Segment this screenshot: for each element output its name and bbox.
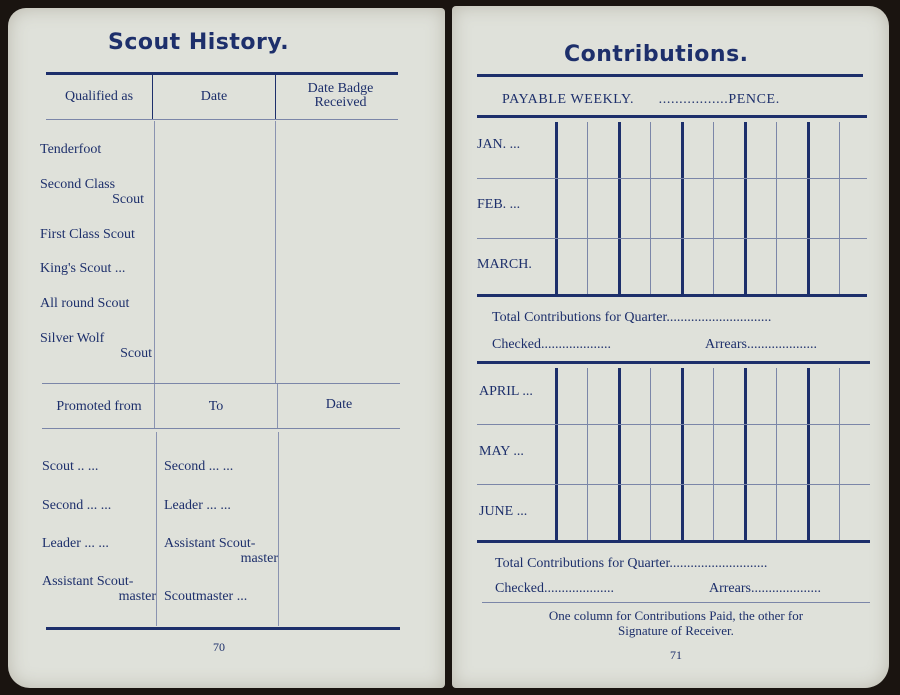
grid-column-line (807, 368, 810, 540)
header-qualified-as: Qualified as (64, 89, 134, 104)
grid-column-line (713, 122, 714, 294)
header-promoted-from: Promoted from (56, 399, 142, 414)
divider (154, 384, 155, 428)
bottom-rule (46, 627, 400, 630)
quarter1-total: Total Contributions for Quarter.............................. (492, 310, 772, 325)
divider (275, 121, 276, 383)
promoted-to-label: Scoutmaster ... (164, 589, 248, 604)
promoted-from-label: Assistant Scout- (42, 574, 134, 589)
qualified-row (40, 227, 156, 242)
grid-column-line (807, 122, 810, 294)
promoted-from-label: Second ... ... (42, 498, 112, 513)
promoted-to-item (164, 459, 278, 474)
promoted-from-label: Scout .. ... (42, 459, 99, 474)
grid-column-line (839, 122, 840, 294)
quarter1-checked: Checked.................... (492, 337, 611, 352)
grid-row-line (477, 424, 870, 425)
grid-column-line (744, 368, 747, 540)
column-note-line1: One column for Contributions Paid, the other for (548, 608, 804, 623)
qualified-label: Silver Wolf (40, 331, 105, 346)
promoted-from-label: Leader ... ... (42, 536, 109, 551)
promoted-from-item (42, 574, 156, 604)
month-may: MAY ... (479, 444, 524, 459)
month-feb: FEB. ... (477, 197, 521, 212)
promoted-from-item (42, 459, 154, 474)
divider (277, 384, 278, 428)
header-rule (42, 428, 400, 429)
quarter1-arrears: Arrears.................... (705, 337, 817, 352)
promoted-to-item (164, 536, 278, 566)
grid-column-line (776, 122, 777, 294)
qualified-row (40, 177, 144, 207)
column-note-line2: Signature of Receiver. (618, 623, 734, 638)
header-to: To (208, 399, 224, 414)
header-date: Date (200, 89, 228, 104)
header-date-badge-received-text: Date Badge Received (307, 81, 374, 110)
quarter2-checked: Checked.................... (495, 581, 614, 596)
qualified-row (40, 296, 156, 311)
divider (152, 75, 153, 119)
month-june: JUNE ... (479, 504, 528, 519)
grid-column-line (776, 368, 777, 540)
left-page (8, 8, 445, 688)
section-rule (42, 383, 400, 384)
grid-column-line (650, 122, 651, 294)
divider (275, 75, 276, 119)
month-april: APRIL ... (479, 384, 533, 399)
grid-column-line (681, 122, 684, 294)
scout-history-title: Scout History. (108, 30, 290, 55)
grid-row-line (477, 178, 867, 179)
grid-column-line (713, 368, 714, 540)
divider (278, 432, 279, 626)
header-date-badge-received (278, 82, 403, 110)
grid-row-line (477, 238, 867, 239)
grid-column-line (618, 368, 621, 540)
promoted-to-label: Assistant Scout- (164, 536, 256, 551)
grid-column-line (587, 122, 588, 294)
grid-column-line (839, 368, 840, 540)
month-march: MARCH. (477, 257, 532, 272)
promoted-from-label-cont: master (118, 589, 156, 604)
quarter2-arrears: Arrears.................... (709, 581, 821, 596)
quarter2-total: Total Contributions for Quarter............................ (495, 556, 768, 571)
page-number-right: 71 (670, 648, 682, 662)
quarter1-bottom-rule (477, 294, 867, 297)
grid-column-line (681, 368, 684, 540)
qualified-row (40, 142, 150, 157)
right-page (452, 6, 889, 688)
qualified-label: Tenderfoot (40, 142, 102, 157)
quarter2-bottom-rule (477, 540, 870, 543)
divider (156, 432, 157, 626)
grid-column-line (650, 368, 651, 540)
promoted-to-label: Second ... ... (164, 459, 234, 474)
header-promoted-date: Date (325, 397, 353, 412)
note-rule (482, 602, 870, 603)
promoted-to-item (164, 589, 278, 604)
payable-weekly-line: PAYABLE WEEKLY. .................PENCE. (502, 92, 780, 107)
promoted-to-item (164, 498, 278, 513)
month-jan: JAN. ... (477, 137, 521, 152)
top-rule (477, 74, 863, 77)
page-number-left: 70 (213, 640, 225, 654)
column-note (482, 608, 870, 638)
qualified-label-cont: Scout (120, 346, 152, 361)
header-rule (46, 119, 398, 120)
qualified-row (40, 331, 152, 361)
qualified-label: First Class Scout (40, 227, 135, 242)
promoted-from-item (42, 536, 154, 551)
top-rule (46, 72, 398, 75)
contributions-title: Contributions. (564, 42, 749, 67)
qualified-label: Second Class (40, 177, 116, 192)
qualified-label: All round Scout (40, 296, 130, 311)
promoted-to-label-cont: master (240, 551, 278, 566)
qualified-row (40, 261, 156, 276)
grid-column-line (587, 368, 588, 540)
promoted-from-item (42, 498, 154, 513)
grid-column-line (744, 122, 747, 294)
divider (154, 121, 155, 383)
grid-column-line (618, 122, 621, 294)
grid-row-line (477, 484, 870, 485)
qualified-label-cont: Scout (112, 192, 144, 207)
qualified-label: King's Scout ... (40, 261, 126, 276)
promoted-to-label: Leader ... ... (164, 498, 231, 513)
